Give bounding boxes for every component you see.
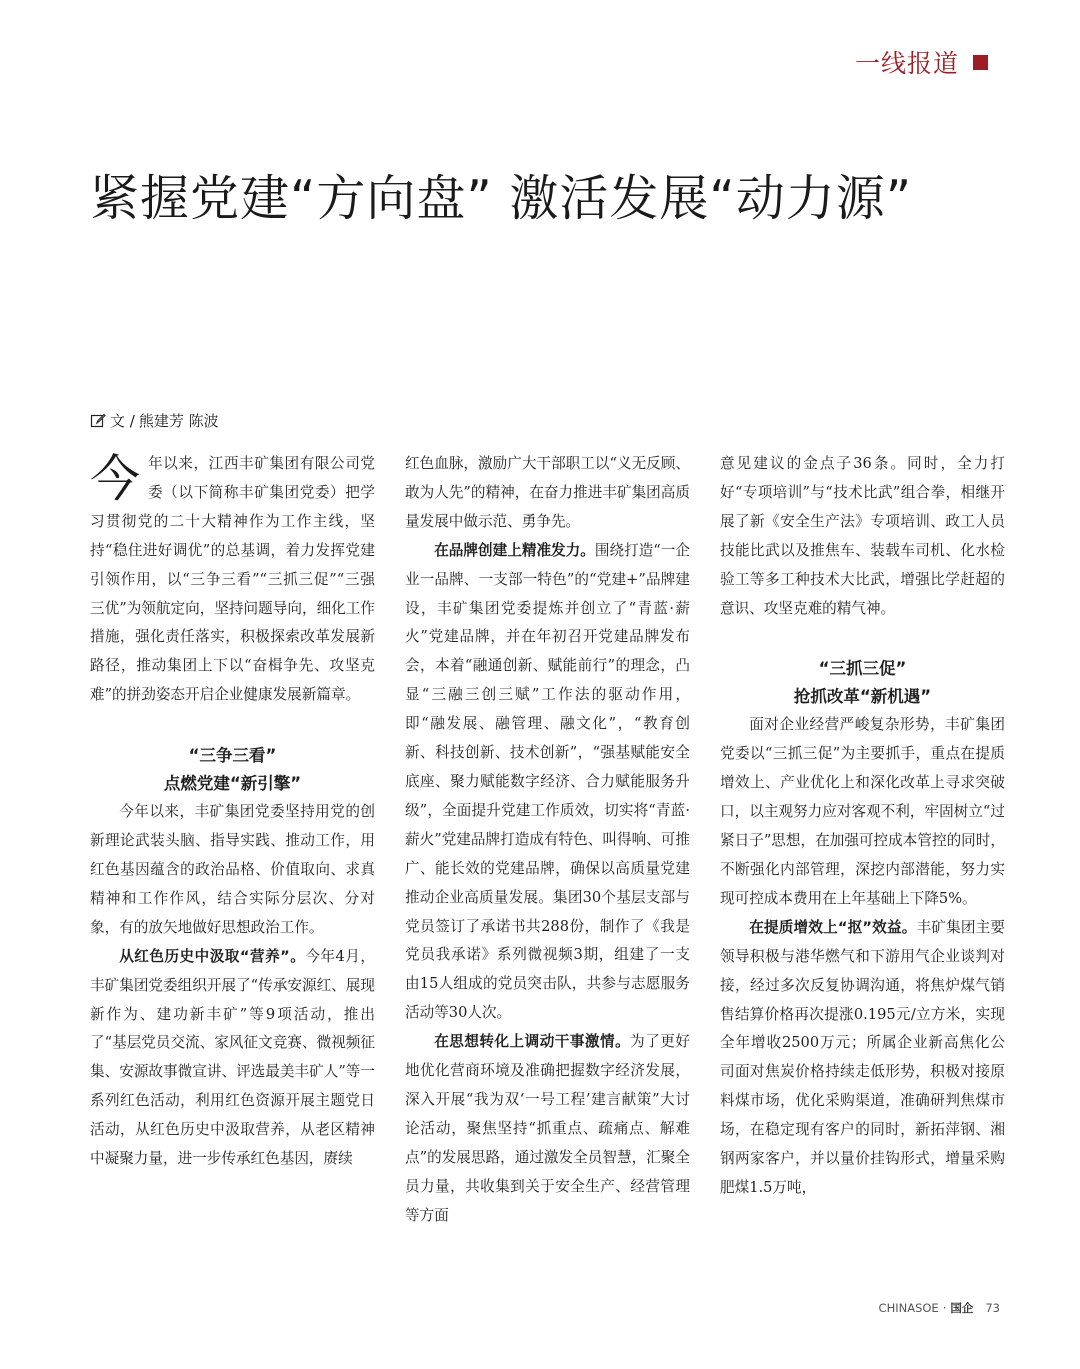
article-column-2 (405, 450, 690, 1230)
subhead-1-line-2: 点燃党建“新引擎” (163, 774, 302, 794)
paragraph: 在品牌创建上精准发力。围绕打造“一企业一品牌、一支部一特色”的“党建+”品牌建设，丰矿集团党委提炼并创立了“青蓝·薪火”党建品牌，并在年初召开党建品牌发布会，本着“融通创新、赋能前行”的理念，凸显“三融三创三赋”工作法的驱动作用，即“融发展、融管理、融文化”，“教育创新、科技创新、技术创新”，“强基赋能安全底座、聚力赋能数字经济、合力赋能服务升级”，全面提升党建工作质效，切实将“青蓝·薪火”党建品牌打造成有特色、叫得响、可推广、能长效的党建品牌，确保以高质量党建推动企业高质量发展。集团30个基层支部与党员签订了承诺书共288份，制作了《我是党员我承诺》系列微视频3期，组建了一支由15人组成的党员突击队，共参与志愿服务活动等30人次。 (405, 541, 690, 1022)
section-tag-label: 一线报道 (854, 49, 959, 78)
intro-paragraph: 今年以来，江西丰矿集团有限公司党委（以下简称丰矿集团党委）把学习贯彻党的二十大精神作为工作主线，坚持“稳住进好调优”的总基调，着力发挥党建引领作用，以“三争三看”“三抓三促”“三强三优”为领航定向，坚持问题导向，细化工作措施，强化责任落实，积极探索改革发展新路径，推动集团上下以“奋楫争先、攻坚克难”的拼劲姿态开启企业健康发展新篇章。 (90, 450, 375, 704)
article-column-3 (720, 450, 1005, 1203)
paragraph: 在思想转化上调动干事激情。为了更好地优化营商环境及准确把握数字经济发展，深入开展“我为双‘一号工程’建言献策”大讨论活动，聚焦坚持“抓重点、疏痛点、解难点”的发展思路，通过激发全员智慧，汇聚全员力量，共收集到关于安全生产、经营管理等方面 (405, 1033, 690, 1224)
section-square-icon (973, 55, 988, 70)
article-column-1 (90, 450, 375, 1174)
byline (90, 410, 219, 431)
article-title: 紧握党建“方向盘” 激活发展“动力源” (90, 170, 913, 227)
subhead-1-line-1: “三争三看” (188, 746, 277, 766)
paragraph: 在提质增效上“抠”效益。丰矿集团主要领导积极与港华燃气和下游用气企业谈判对接，经过多次反复协调沟通，将焦炉煤气销售结算价格再次提涨0.195元/立方米，实现全年增收2500万元；所属企业新高焦化公司面对焦炭价格持续走低形势，积极对接原料煤市场，优化采购渠道，准确研判焦煤市场，在稳定现有客户的同时，新拓萍钢、湘钢两家客户，并以量价挂钩形式，增量采购肥煤1.5万吨， (720, 918, 1005, 1196)
subhead-2-line-2: 抢抓改革“新机遇” (793, 687, 932, 707)
paragraph-lead: 在提质增效上“抠”效益。 (749, 918, 917, 936)
paragraph-lead: 从红色历史中汲取“营养”。 (119, 947, 306, 965)
paragraph: 面对企业经营严峻复杂形势，丰矿集团党委以“三抓三促”为主要抓手，重点在提质增效上、产业优化上和深化改革上寻求突破口，以主观努力应对客观不利，牢固树立“过紧日子”思想，在加强可控成本管控的同时，不断强化内部管理，深挖内部潜能，努力实现可控成本费用在上年基础上下降5%。 (720, 716, 1005, 907)
subhead-2-line-1: “三抓三促” (818, 659, 907, 679)
footer-brand-en: CHINASOE (878, 1301, 939, 1315)
byline-authors: 熊建芳 陈波 (138, 412, 219, 430)
paragraph: 意见建议的金点子36条。同时，全力打好“专项培训”与“技术比武”组合拳，相继开展了新《安全生产法》专项培训、政工人员技能比武以及推焦车、装载车司机、化水检验工等多工种技术大比武，增强比学赶超的意识、攻坚克难的精气神。 (720, 455, 1005, 617)
paragraph: 红色血脉，激励广大干部职工以“义无反顾、敢为人先”的精神，在奋力推进丰矿集团高质量发展中做示范、勇争先。 (405, 455, 690, 530)
drop-cap: 今 (90, 450, 140, 508)
paragraph: 今年以来，丰矿集团党委坚持用党的创新理论武装头脑、指导实践、推动工作，用红色基因蕴含的政治品格、价值取向、求真精神和工作作风，结合实际分层次、分对象，有的放矢地做好思想政治工作。 (90, 803, 375, 936)
paragraph: 从红色历史中汲取“营养”。今年4月，丰矿集团党委组织开展了“传承安源红、展现新作为、建功新丰矿”等9项活动，推出了“基层党员交流、家风征文竞赛、微视频征集、安源故事微宣讲、评选最美丰矿人”等一系列红色活动，利用红色资源开展主题党日活动，从红色历史中汲取营养，从老区精神中凝聚力量，进一步传承红色基因，赓续 (90, 947, 375, 1168)
page-footer (879, 1300, 1000, 1316)
paragraph-lead: 在品牌创建上精准发力。 (434, 541, 595, 559)
byline-prefix: 文 / (110, 412, 135, 430)
footer-separator: · (942, 1301, 947, 1315)
footer-brand-cn: 国企 (950, 1301, 974, 1315)
pen-edit-icon (90, 413, 106, 429)
section-tag (855, 44, 988, 80)
page-number: 73 (985, 1301, 1000, 1315)
paragraph-lead: 在思想转化上调动干事激情。 (434, 1033, 631, 1051)
